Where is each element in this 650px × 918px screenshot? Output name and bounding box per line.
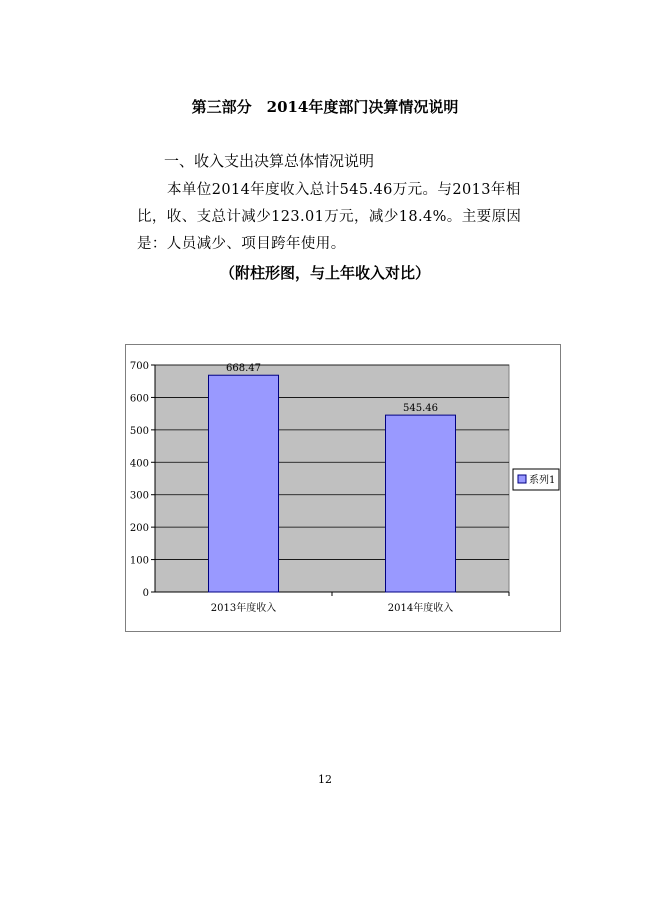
legend-label: 系列1 bbox=[529, 475, 556, 486]
bar bbox=[386, 415, 456, 592]
page-number: 12 bbox=[318, 773, 332, 786]
chart-caption: （附柱形图，与上年收入对比） bbox=[219, 264, 430, 282]
chart-svg bbox=[126, 345, 560, 631]
bar bbox=[209, 375, 279, 592]
y-tick-label: 100 bbox=[129, 555, 149, 567]
y-tick-label: 500 bbox=[129, 425, 149, 437]
data-label: 668.47 bbox=[226, 363, 261, 375]
data-label: 545.46 bbox=[403, 403, 438, 415]
y-tick-label: 700 bbox=[129, 361, 149, 372]
y-tick-label: 0 bbox=[142, 588, 149, 599]
section-title: 一、收入支出决算总体情况说明 bbox=[164, 152, 375, 170]
y-tick-label: 200 bbox=[129, 523, 149, 535]
x-tick-label: 2013年度收入 bbox=[210, 603, 277, 614]
legend-swatch bbox=[518, 475, 526, 483]
y-tick-label: 600 bbox=[129, 393, 149, 405]
page-title: 第三部分 2014年度部门决算情况说明 bbox=[191, 98, 459, 116]
body-paragraph: 本单位2014年度收入总计545.46万元。与2013年相比，收、支总计减少123.01万元，减少18.4%。主要原因是：人员减少、项目跨年使用。 bbox=[137, 182, 522, 252]
bar-chart bbox=[125, 344, 561, 632]
x-tick-label: 2014年度收入 bbox=[387, 603, 454, 614]
y-tick-label: 300 bbox=[129, 490, 149, 502]
y-tick-label: 400 bbox=[129, 458, 149, 470]
